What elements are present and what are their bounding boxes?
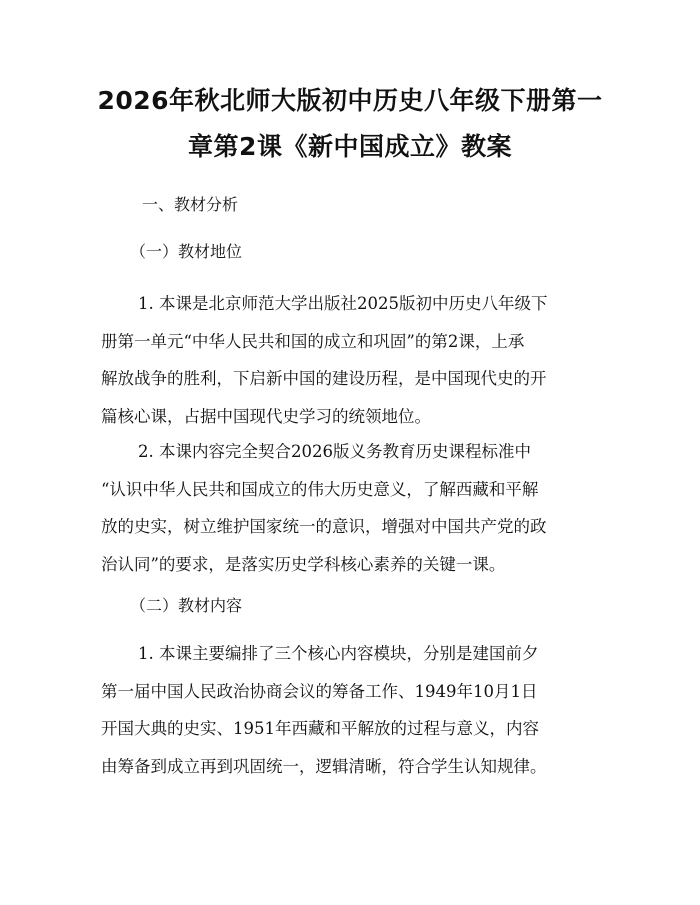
paragraph-line: 开国大典的史实、1951年西藏和平解放的过程与意义，内容 (101, 719, 539, 738)
subsection-heading-textbook-content: （二）教材内容 (130, 596, 243, 615)
section-heading-textbook-analysis: 一、教材分析 (142, 195, 239, 214)
paragraph-line: 篇核心课，占据中国现代史学习的统领地位。 (101, 406, 431, 426)
paragraph-line: “认识中华人民共和国成立的伟大历史意义，了解西藏和平解 (101, 479, 539, 499)
paragraph-line: 治认同”的要求，是落实历史学科核心素养的关键一课。 (101, 554, 506, 574)
document-title-line-2: 章第2课《新中国成立》教案 (188, 132, 512, 161)
paragraph-2 (101, 433, 601, 583)
paragraph-line: 1. 本课主要编排了三个核心内容模块，分别是建国前夕 (138, 644, 539, 663)
paragraph-line: 第一届中国人民政治协商会议的筹备工作、1949年10月1日 (101, 681, 538, 701)
paragraph-line: 1. 本课是北京师范大学出版社2025版初中历史八年级下 (138, 294, 548, 313)
subsection-heading-textbook-position: （一）教材地位 (130, 242, 243, 261)
paragraph-line: 由筹备到成立再到巩固统一，逻辑清晰，符合学生认知规律。 (101, 756, 547, 776)
paragraph-1 (101, 285, 601, 435)
paragraph-3 (101, 635, 601, 785)
paragraph-line: 2. 本课内容完全契合2026版义务教育历史课程标准中 (138, 442, 531, 461)
paragraph-line: 解放战争的胜利，下启新中国的建设历程，是中国现代史的开 (101, 369, 547, 388)
document-title-line-1: 2026年秋北师大版初中历史八年级下册第一 (97, 86, 603, 115)
paragraph-line: 放的史实，树立维护国家统一的意识，增强对中国共产党的政 (101, 517, 547, 536)
paragraph-line: 册第一单元“中华人民共和国的成立和巩固”的第2课，上承 (101, 331, 525, 351)
